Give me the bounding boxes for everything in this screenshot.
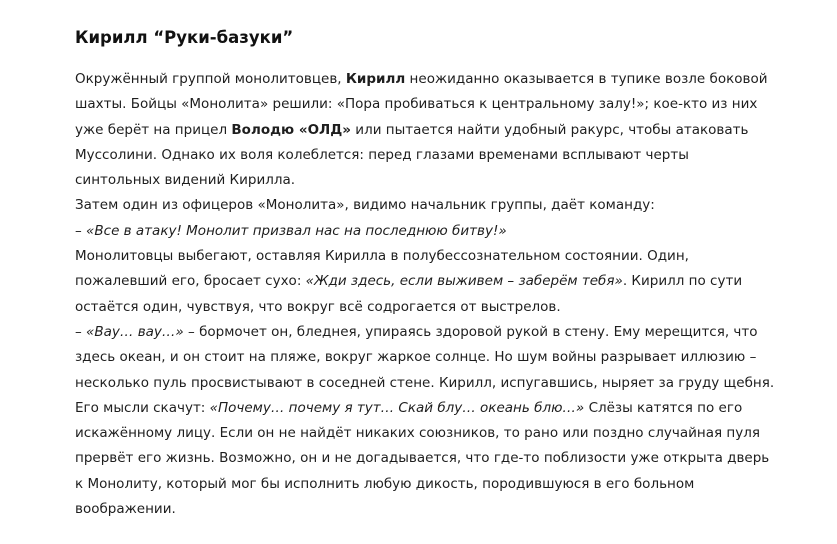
text-run: Монолитовцы выбегают, оставляя Кирилла в полубессознательном состоянии. Один, пожалевший его, бросает сухо: (75, 248, 689, 290)
text-run: неожиданно оказывается в тупике возле боковой шахты. Бойцы «Монолита» решили: «Пора пробиваться к центральному залу!»; кое-кто из них уже берёт на прицел (75, 71, 768, 138)
quote-wait-here: «Жди здесь, если выживем – заберём тебя» (305, 273, 623, 290)
article (75, 27, 775, 522)
character-name-volodya: Володю «ОЛД» (231, 121, 351, 138)
text-run: Окружённый группой монолитовцев, (75, 71, 346, 87)
paragraph-departure (75, 244, 775, 320)
paragraph-hallucination (75, 320, 775, 522)
text-run: . Кирилл по сути остаётся один, чувствуя, что вокруг всё содрогается от выстрелов. (75, 273, 743, 315)
text-run: Слёзы катятся по его искажённому лицу. Если он не найдёт никаких союзников, то рано или поздно случайная пуля прервёт его жизнь. Возможно, он и не догадывается, что где-то поблизости уже открыта дверь к Монолиту, который мог бы исполнить любую дикость, породившуюся в его больном воображении. (75, 399, 770, 518)
article-body (75, 67, 775, 522)
quote-battle-cry: «Все в атаку! Монолит призвал нас на последнюю битву!» (86, 222, 507, 239)
dash: – (75, 323, 87, 340)
quote-sky-blue: «Почему… почему я тут… Скай блу… океань блю…» (209, 399, 585, 416)
paragraph-battle-cry (75, 219, 775, 244)
paragraph-command: Затем один из офицеров «Монолита», видимо начальник группы, даёт команду: (75, 197, 655, 214)
quote-wow: «Вау… вау…» (86, 323, 184, 340)
text-run: – бормочет он, бледнея, упираясь здоровой рукой в стену. Ему мерещится, что здесь океан, и он стоит на пляже, вокруг жаркое солнце. Но шум войны разрывает иллюзию – несколько пуль просвистывают в соседней стене. Кирилл, испугавшись, ныряет за груду щебня. Его мысли скачут: (75, 323, 775, 416)
paragraph-intro (75, 67, 775, 193)
character-name-kirill: Кирилл (345, 71, 406, 87)
article-title: Кирилл “Руки-базуки” (75, 28, 294, 47)
text-run: или пытается найти удобный ракурс, чтобы атаковать Муссолини. Однако их воля колеблется: перед глазами временами всплывают черты синтольных видений Кирилла. (75, 121, 749, 189)
dash: – (75, 222, 87, 239)
